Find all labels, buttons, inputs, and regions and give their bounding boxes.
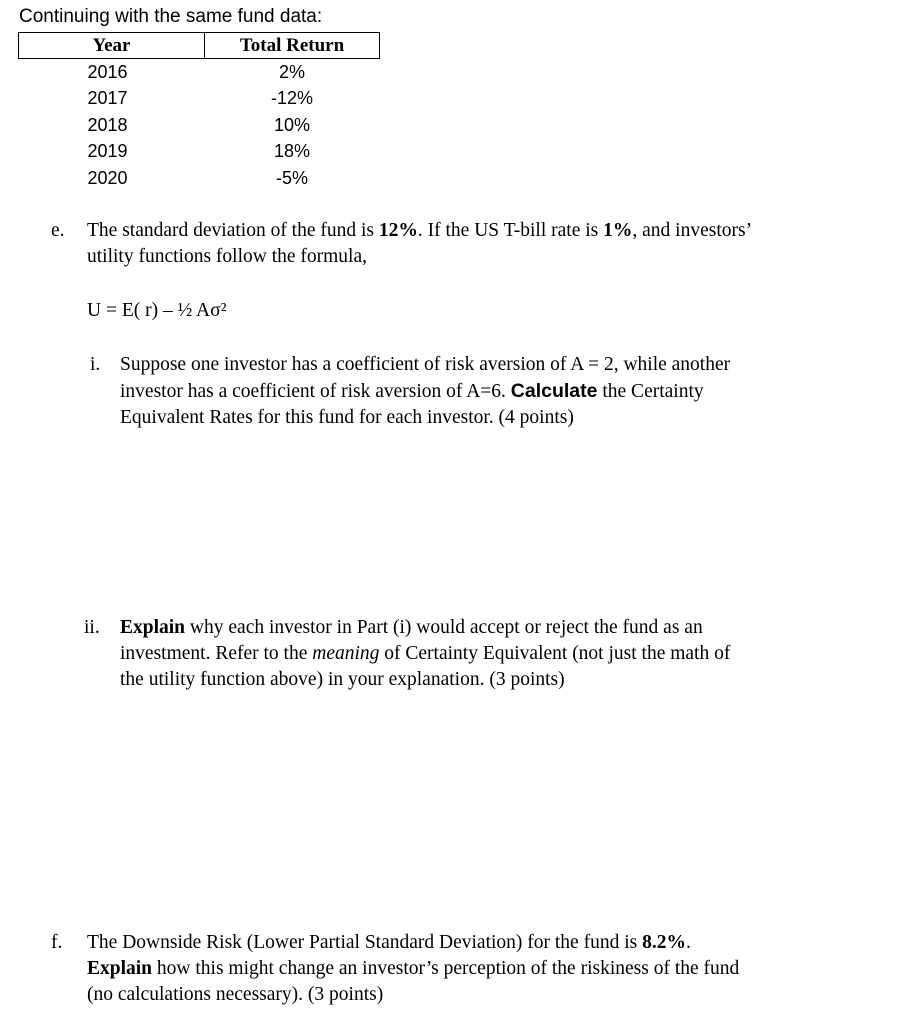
part-i-line-1: Suppose one investor has a coefficient of risk aversion of A = 2, while another (120, 354, 731, 375)
return-cell: 18% (273, 141, 311, 162)
year-cell: 2018 (87, 114, 128, 135)
table-row (19, 86, 380, 113)
part-ii-line-1: Explain why each investor in Part (i) would accept or reject the fund as an (120, 617, 703, 638)
fund-returns-table (18, 32, 380, 192)
part-f-line-3: (no calculations necessary). (3 points) (87, 984, 384, 1005)
return-cell: -12% (270, 88, 314, 109)
return-cell: -5% (275, 167, 308, 188)
table-header-row (19, 33, 380, 59)
part-i-question (120, 352, 730, 431)
part-f-line-1: The Downside Risk (Lower Partial Standard Deviation) for the fund is 8.2%. (87, 932, 691, 953)
table-row (19, 112, 380, 139)
part-f-question (87, 930, 739, 1008)
part-ii-label: ii. (84, 617, 100, 638)
return-cell: 2% (278, 61, 305, 82)
part-ii-line-2: investment. Refer to the meaning of Certainty Equivalent (not just the math of (120, 643, 731, 664)
table-row (19, 139, 380, 166)
part-ii-line-3: the utility function above) in your explanation. (3 points) (120, 669, 565, 690)
part-e-line-1: The standard deviation of the fund is 12%. If the US T-bill rate is 1%, and investors’ (87, 220, 753, 241)
utility-formula: U = E( r) – ½ Aσ² (87, 300, 227, 321)
table-row (19, 59, 380, 86)
year-cell: 2020 (87, 167, 128, 188)
part-f-label: f. (51, 932, 63, 953)
year-cell: 2016 (87, 61, 128, 82)
return-cell: 10% (273, 114, 311, 135)
part-e-question (87, 218, 752, 270)
part-f-line-2: Explain how this might change an investor’s perception of the riskiness of the fund (87, 958, 740, 979)
part-i-line-3: Equivalent Rates for this fund for each investor. (4 points) (120, 407, 574, 428)
part-i-label: i. (90, 354, 101, 375)
year-cell: 2019 (87, 141, 128, 162)
year-cell: 2017 (87, 88, 128, 109)
year-column-header: Year (19, 33, 205, 59)
part-ii-question (120, 615, 730, 693)
total-return-column-header: Total Return (205, 33, 380, 59)
part-e-label: e. (51, 220, 65, 241)
part-i-line-2: investor has a coefficient of risk aversion of A=6. Calculate the Certainty (120, 380, 704, 402)
intro-text: Continuing with the same fund data: (19, 6, 323, 27)
table-row (19, 165, 380, 192)
part-e-line-2: utility functions follow the formula, (87, 246, 367, 267)
